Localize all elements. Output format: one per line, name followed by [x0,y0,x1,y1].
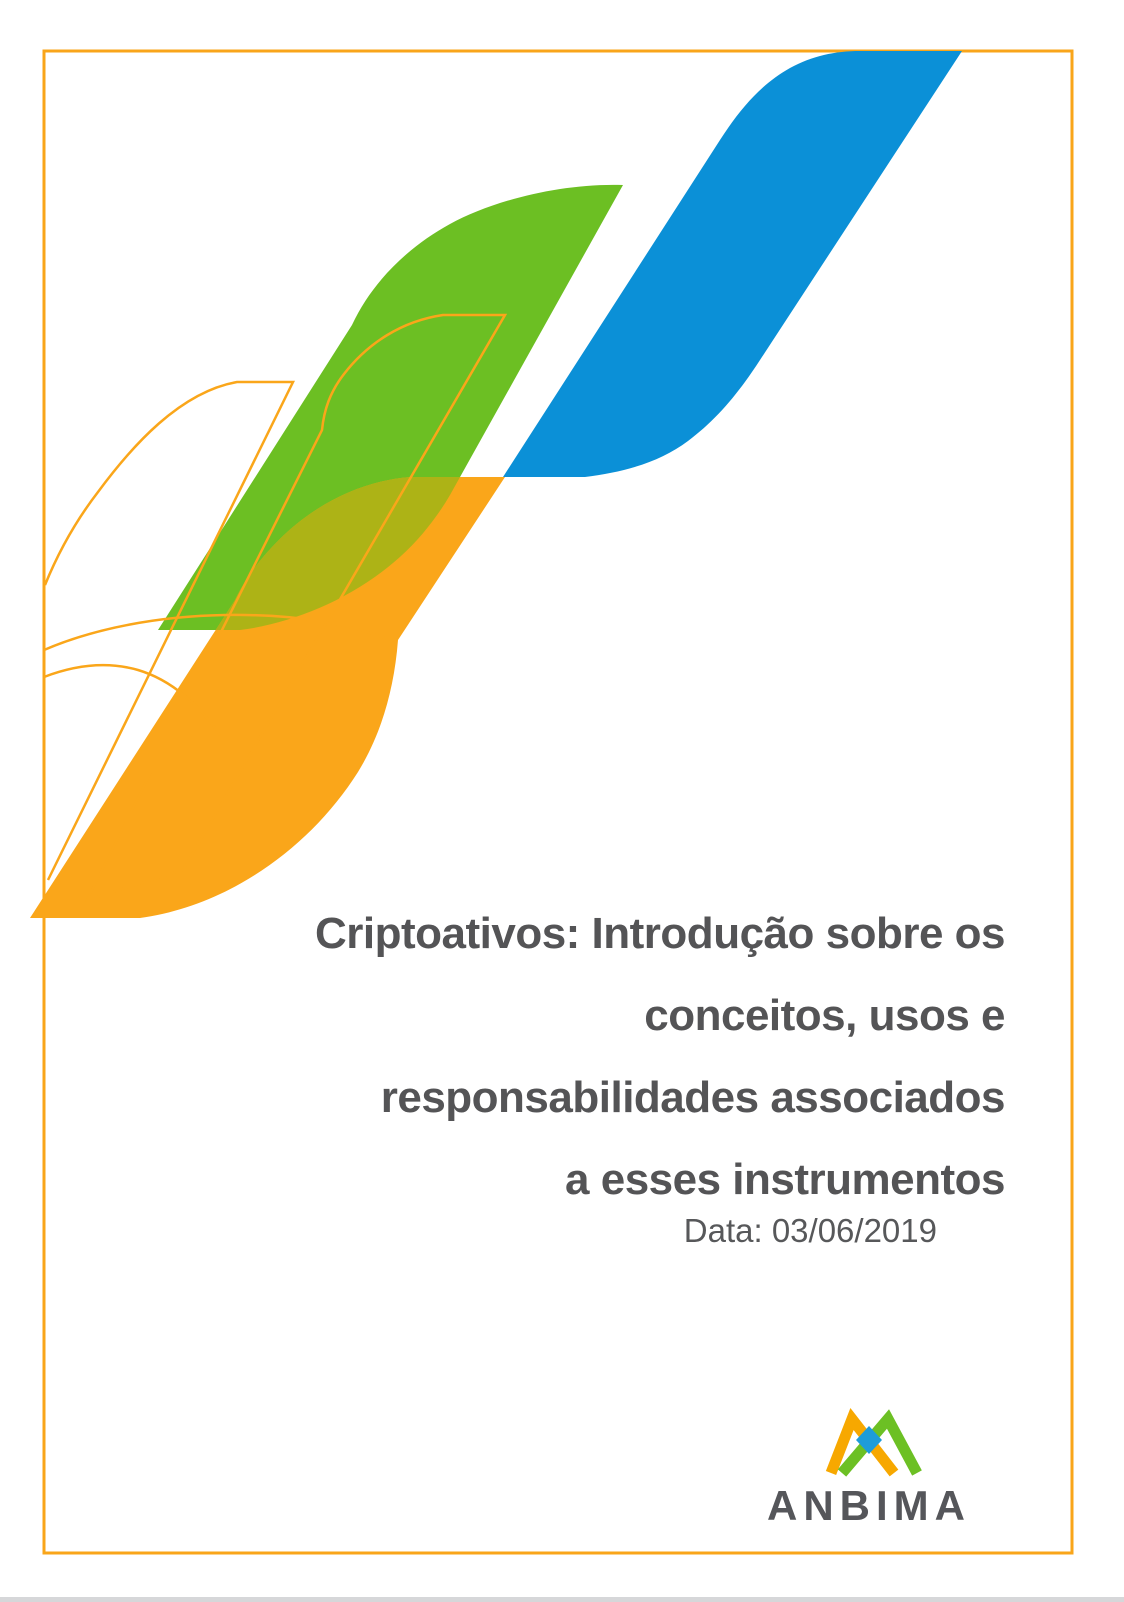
title-line-3: responsabilidades associados [380,1073,1005,1122]
title-line-4: a esses instrumentos [565,1155,1005,1204]
anbima-logo-mark [831,1419,917,1473]
bottom-edge-bar [0,1597,1124,1602]
title-line-1: Criptoativos: Introdução sobre os [314,909,1005,958]
cover-title [315,893,1005,1221]
title-line-2: conceitos, usos e [644,991,1005,1040]
cover-date: Data: 03/06/2019 [683,1212,937,1249]
anbima-wordmark: ANBIMA [767,1482,971,1529]
